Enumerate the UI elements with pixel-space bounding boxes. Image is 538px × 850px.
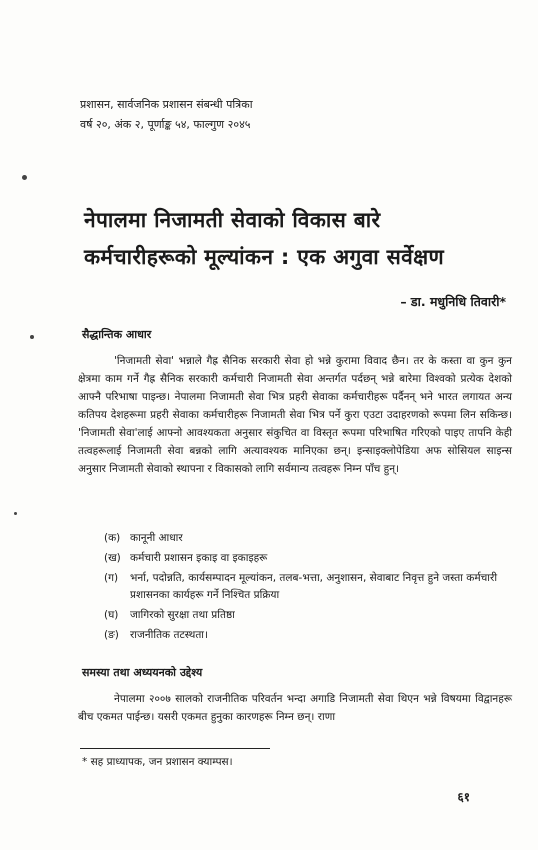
list-item: [104, 607, 512, 624]
article-title-line-1: नेपालमा निजामती सेवाको विकास बारे: [84, 208, 381, 232]
list-marker: (ग): [104, 572, 119, 584]
list-item-text: कर्मचारी प्रशासन इकाइ वा इकाइहरू: [130, 552, 268, 564]
list-item-text: राजनीतिक तटस्थता।: [130, 629, 209, 641]
scan-speck: [30, 335, 34, 339]
list-item-text: कानूनी आधार: [130, 532, 183, 544]
list-item-text: जागिरको सुरक्षा तथा प्रतिष्ठा: [130, 609, 235, 621]
list-item-text: भर्ना, पदोन्नति, कार्यसम्पादन मूल्यांकन, तलब-भत्ता, अनुशासन, सेवाबाट निवृत्त हुने जस्ता कर्मचारी प्रशासनका कार्यहरू गर्ने निश्चित प्रक्रिया: [130, 572, 498, 601]
issue-info: वर्ष २०, अंक २, पूर्णाङ्क ५४, फाल्गुण २०४५: [80, 118, 251, 131]
paragraph-text: 'निजामती सेवा' भन्नाले गैह्र सैनिक सरकारी सेवा हो भन्ने कुरामा विवाद छैन। तर के कस्ता वा कुन कुन क्षेत्रमा काम गर्ने गैह्र सैनिक सरकारी कर्मचारी निजामती सेवा अन्तर्गत पर्दछन् भन्ने बारेमा विश्वको प्रत्येक देशको आफ्नै परिभाषा पाइन्छ। नेपालमा निजामती सेवा भित्र प्रहरी सेवाका कर्मचारीहरू पर्दैनन् भने भारत लगायत अन्य कतिपय देशहरूमा प्रहरी सेवाका कर्मचारीहरू निजामती सेवा भित्र पर्ने कुरा एउटा उदाहरणको रूपमा लिन सकिन्छ। 'निजामती सेवा'लाई आफ्नो आवश्यकता अनुसार संकुचित वा विस्तृत रूपमा परिभाषित गरिएको पाइए तापनि केही तत्वहरूलाई निजामती सेवा बन्नको लागि अत्यावश्यक मानिएका छन्। इन्साइक्लोपेडिया अफ सोसियल साइन्स अनुसार निजामती सेवाको स्थापना र विकासको लागि सर्वमान्य तत्वहरू निम्न पाँच हुन्।: [78, 355, 512, 475]
paragraph-text: नेपालमा २००७ सालको राजनीतिक परिवर्तन भन्दा अगाडि निजामती सेवा थिएन भन्ने विषयमा विद्वानहरू बीच एकमत पाईन्छ। यसरी एकमत हुनुका कारणहरू निम्न छन्। राणा: [78, 693, 512, 723]
page-number: ६१: [457, 790, 470, 804]
list-item: [104, 570, 512, 604]
list-item: [104, 530, 512, 547]
section-heading-problem-and-objective: समस्या तथा अध्ययनको उद्देश्य: [82, 666, 203, 679]
section-heading-theoretical-basis: सैद्धान्तिक आधार: [82, 328, 152, 341]
scan-speck: [14, 512, 17, 515]
essential-elements-list: [104, 530, 512, 647]
footnote: * सह प्राध्यापक, जन प्रशासन क्याम्पस।: [82, 756, 233, 768]
list-marker: (घ): [104, 609, 119, 621]
list-marker: (ङ): [104, 629, 119, 641]
list-marker: (क): [104, 532, 121, 544]
list-marker: (ख): [104, 552, 121, 564]
scan-speck: [22, 175, 27, 180]
footnote-divider: [80, 748, 270, 749]
list-item: [104, 550, 512, 567]
section-1-paragraph: [78, 352, 512, 478]
list-item: [104, 627, 512, 644]
section-2-paragraph: [78, 690, 512, 726]
author-name: – डा. मधुनिधि तिवारी*: [400, 294, 506, 309]
journal-title: प्रशासन, सार्वजनिक प्रशासन संबन्धी पत्रिका: [80, 98, 253, 111]
article-title-line-2: कर्मचारीहरूको मूल्यांकन : एक अगुवा सर्वेक्षण: [84, 245, 444, 269]
